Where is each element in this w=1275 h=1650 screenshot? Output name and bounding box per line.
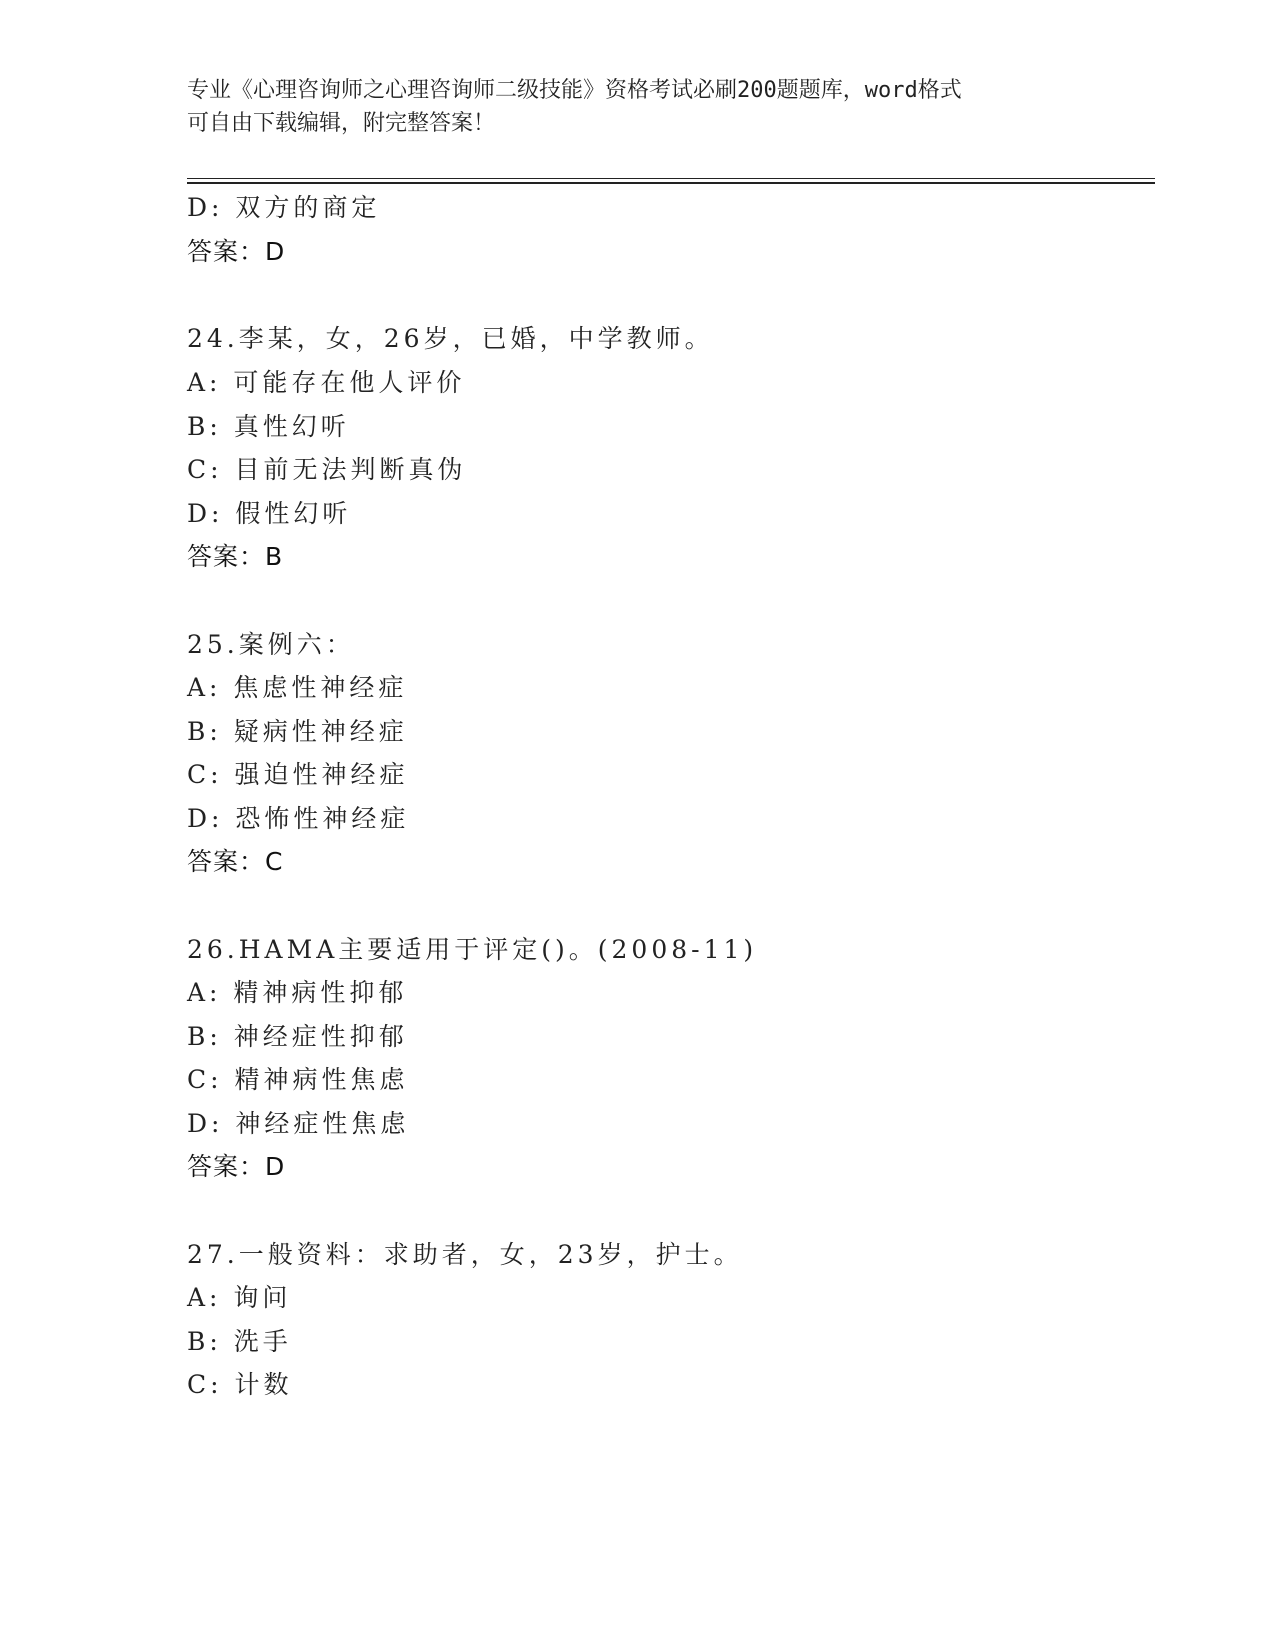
header-line-1: 专业《心理咨询师之心理咨询师二级技能》资格考试必刷200题题库，word格式 <box>187 78 962 103</box>
q24-option-a: A: 可能存在他人评价 <box>187 368 466 397</box>
q26-option-d: D: 神经症性焦虑 <box>187 1109 410 1138</box>
header-divider-thin <box>187 178 1155 179</box>
q25-option-a: A: 焦虑性神经症 <box>187 673 408 702</box>
q26-option-c: C: 精神病性焦虑 <box>187 1065 409 1094</box>
q26-stem: 26.HAMA主要适用于评定()。(2008-11) <box>187 935 758 964</box>
q24-option-b: B: 真性幻听 <box>187 412 350 441</box>
q27-stem: 27.一般资料：求助者，女，23岁，护士。 <box>187 1240 743 1269</box>
document-header <box>187 74 1067 140</box>
q26-answer: 答案：D <box>187 1152 286 1181</box>
q26-option-b: B: 神经症性抑郁 <box>187 1022 408 1051</box>
q25-option-c: C: 强迫性神经症 <box>187 760 409 789</box>
q26-option-a: A: 精神病性抑郁 <box>187 978 408 1007</box>
q24-stem: 24.李某，女，26岁，已婚，中学教师。 <box>187 324 714 353</box>
q23-option-d: D: 双方的商定 <box>187 193 381 222</box>
q24-answer: 答案：B <box>187 542 284 571</box>
q25-answer: 答案：C <box>187 847 284 876</box>
q24-option-d: D: 假性幻听 <box>187 499 352 528</box>
q27-option-b: B: 洗手 <box>187 1327 292 1356</box>
header-divider-thick <box>187 182 1155 184</box>
q25-option-b: B: 疑病性神经症 <box>187 717 408 746</box>
q25-stem: 25.案例六： <box>187 630 355 659</box>
q27-option-a: A: 询问 <box>187 1283 292 1312</box>
q27-option-c: C: 计数 <box>187 1370 293 1399</box>
q23-answer: 答案：D <box>187 237 286 266</box>
header-line-2: 可自由下载编辑，附完整答案！ <box>187 111 496 136</box>
q24-option-c: C: 目前无法判断真伪 <box>187 455 467 484</box>
q25-option-d: D: 恐怖性神经症 <box>187 804 410 833</box>
